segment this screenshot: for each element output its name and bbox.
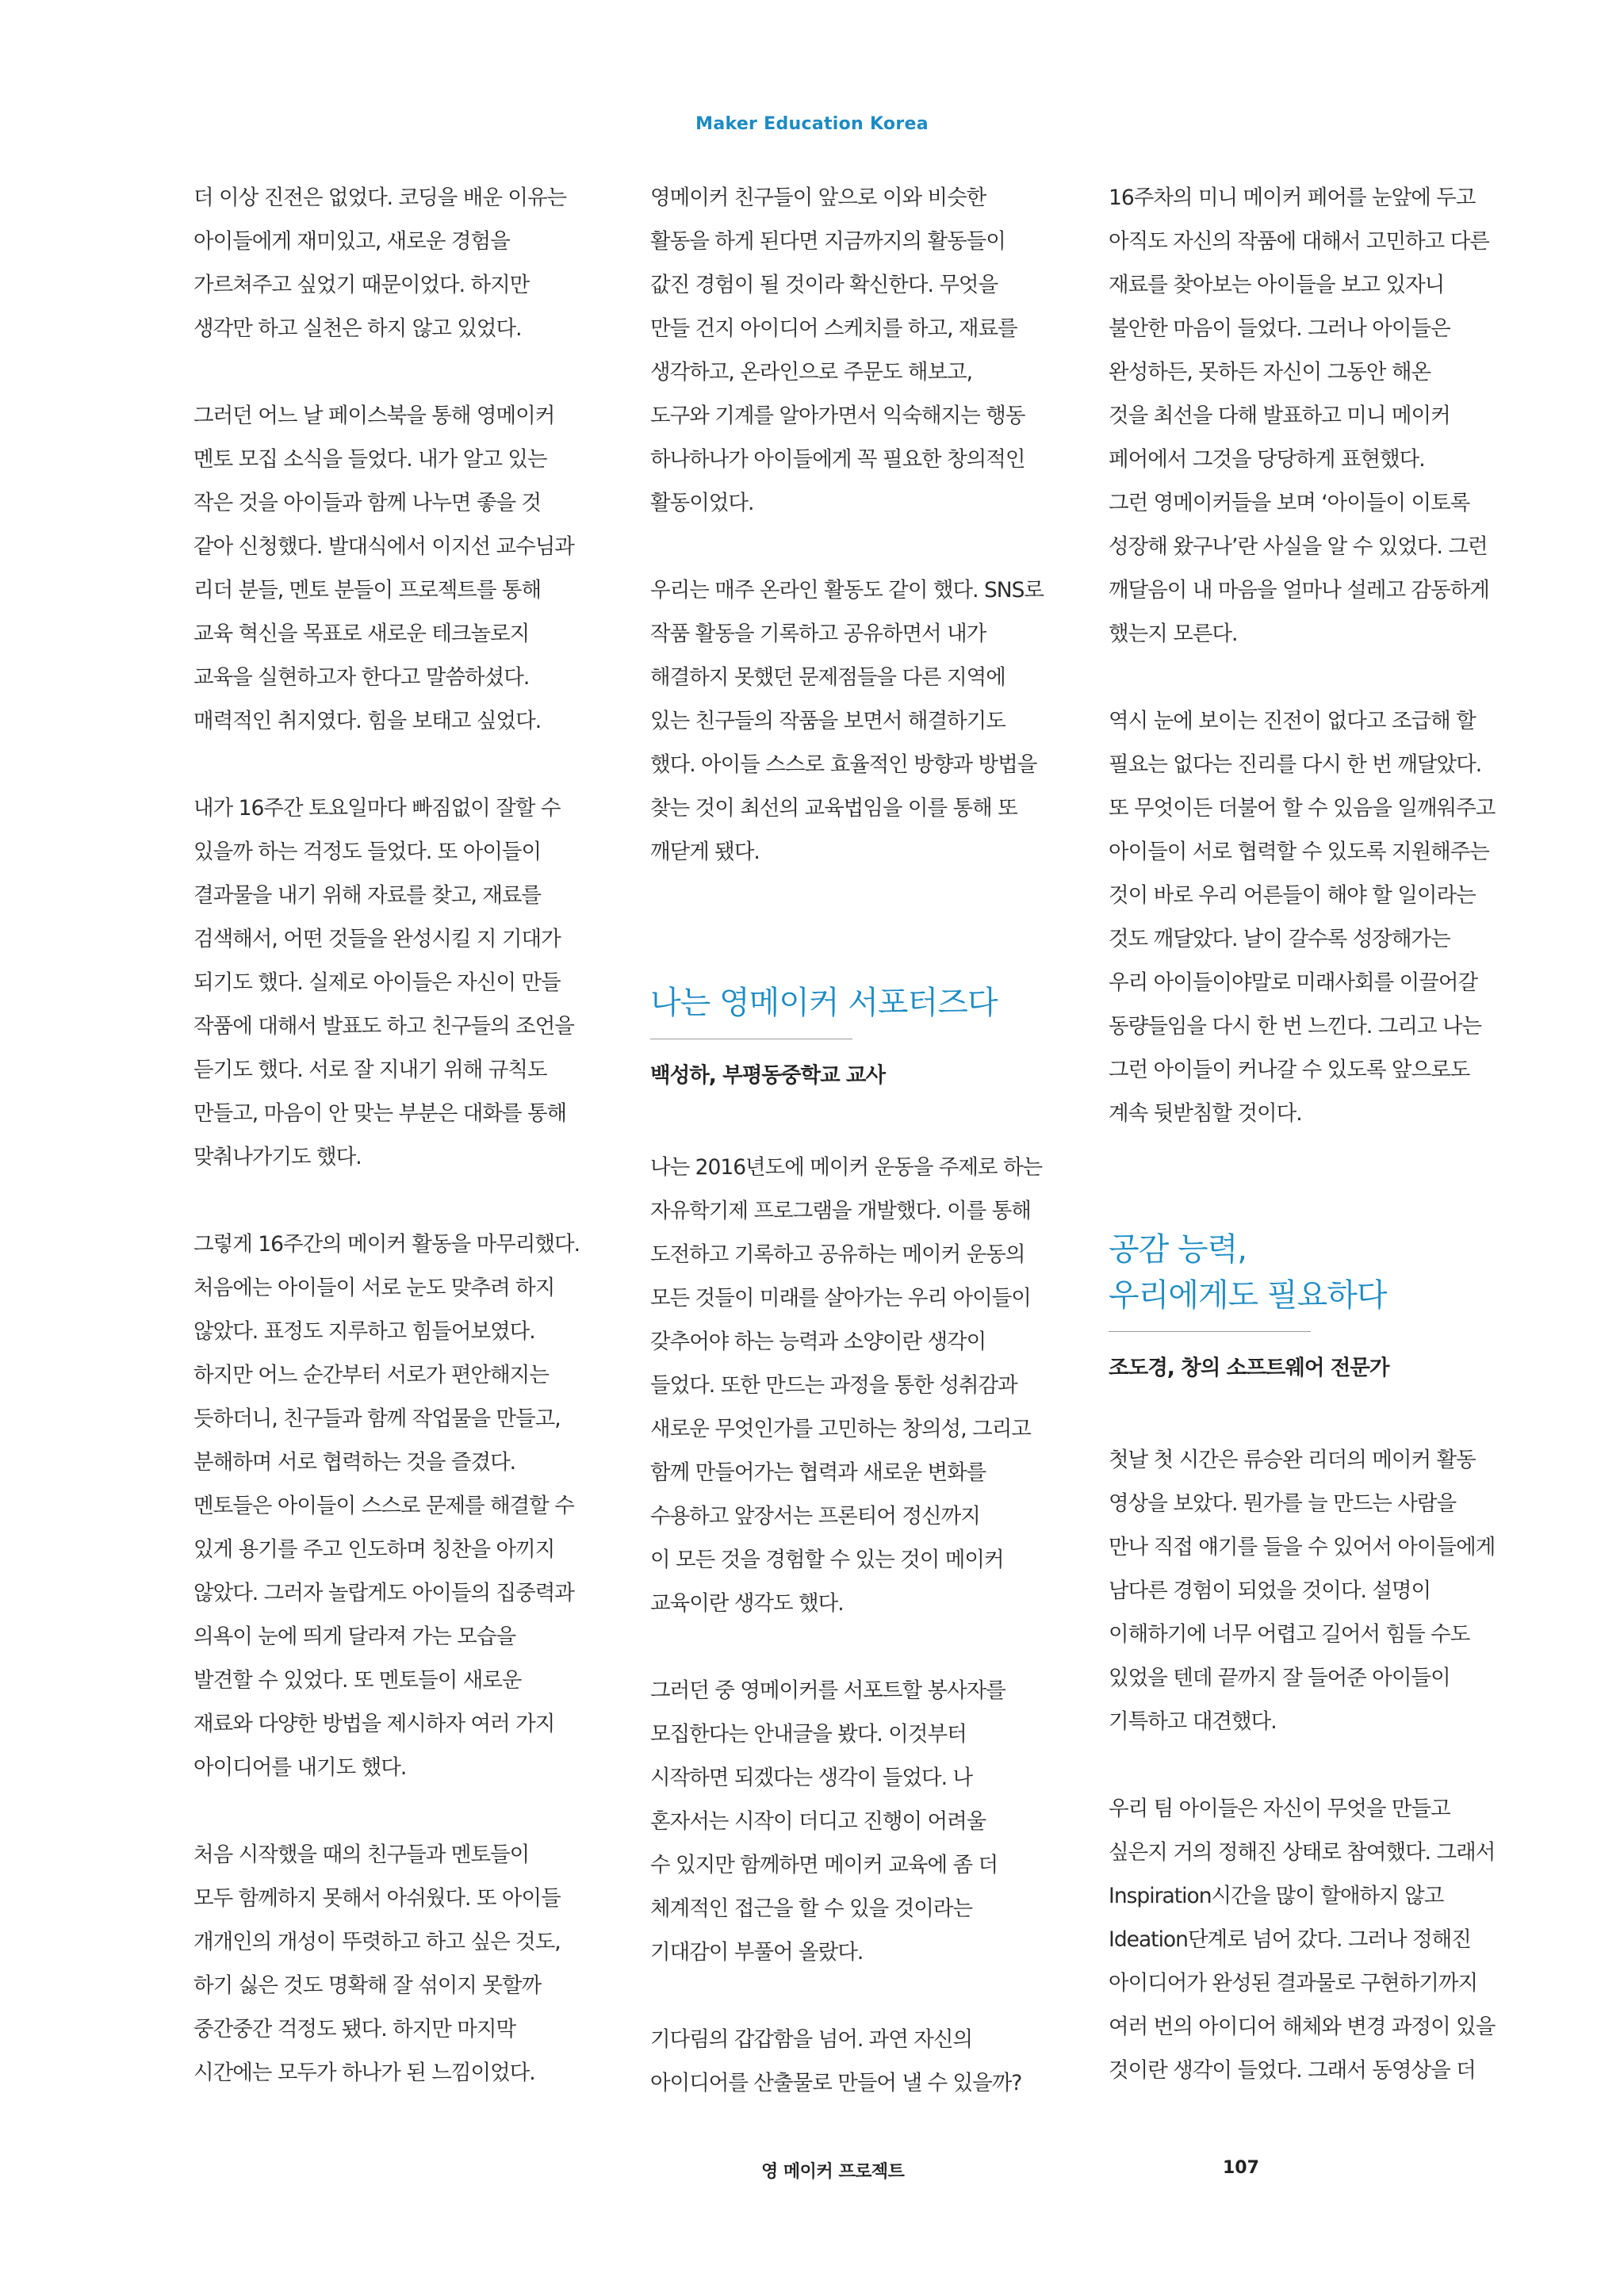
text-line: 깨닫게 됐다. — [650, 840, 760, 864]
paragraph — [193, 1833, 606, 2095]
text-line: 그런 아이들이 커나갈 수 있도록 앞으로도 — [1109, 1058, 1470, 1082]
text-line: 작품 활동을 기록하고 공유하면서 내가 — [650, 622, 986, 646]
text-line: 활동이었다. — [650, 491, 754, 515]
text-line: 시작하면 되겠다는 생각이 들었다. 나 — [650, 1766, 973, 1790]
text-line: 체계적인 접근을 할 수 있을 것이라는 — [650, 1896, 973, 1921]
paragraph — [650, 1669, 1063, 1974]
text-line: 것을 최선을 다해 발표하고 미니 메이커 — [1109, 404, 1450, 428]
spacer — [650, 917, 1063, 980]
paragraph — [193, 786, 606, 1179]
text-line: 영상을 보았다. 뭔가를 늘 만드는 사람을 — [1109, 1491, 1457, 1516]
text-line: 페어에서 그것을 당당하게 표현했다. — [1109, 447, 1425, 472]
text-line: 되기도 했다. 실제로 아이들은 자신이 만들 — [193, 970, 561, 995]
text-line: 것이 바로 우리 어른들이 해야 할 일이라는 — [1109, 883, 1476, 908]
text-line: 불안한 마음이 들었다. 그러나 아이들은 — [1109, 316, 1450, 341]
text-line: 또 무엇이든 더불어 할 수 있음을 일깨워주고 — [1109, 796, 1496, 821]
text-line: 처음에는 아이들이 서로 눈도 맞추려 하지 — [193, 1276, 555, 1300]
text-line: Inspiration시간을 많이 할애하지 않고 — [1109, 1884, 1444, 1908]
text-line: 하기 싫은 것도 명확해 잘 섞이지 못할까 — [193, 1973, 542, 1998]
text-line: 여러 번의 아이디어 해체와 변경 과정이 있을 — [1109, 2015, 1496, 2039]
page-number: 107 — [1223, 2158, 1259, 2178]
text-line: 교육 혁신을 목표로 새로운 테크놀로지 — [193, 622, 530, 646]
text-line: 찾는 것이 최선의 교육법임을 이를 통해 또 — [650, 796, 1017, 821]
text-line: 새로운 무엇인가를 고민하는 창의성, 그리고 — [650, 1417, 1031, 1441]
spacer — [1109, 1384, 1521, 1438]
text-line: 있었을 텐데 끝까지 잘 들어준 아이들이 — [1109, 1666, 1450, 1690]
text-line: 도전하고 기록하고 공유하는 메이커 운동의 — [650, 1242, 1025, 1267]
section-byline: 조도경, 창의 소프트웨어 전문가 — [1109, 1356, 1389, 1380]
paragraph — [193, 1223, 606, 1789]
text-line: 재료를 찾아보는 아이들을 보고 있자니 — [1109, 273, 1445, 297]
text-line: 재료와 다양한 방법을 제시하자 여러 가지 — [193, 1712, 555, 1736]
text-line: 것이란 생각이 들었다. 그래서 동영상을 더 — [1109, 2058, 1476, 2083]
text-line: 했는지 모른다. — [1109, 622, 1238, 646]
text-line: 필요는 없다는 진리를 다시 한 번 깨달았다. — [1109, 752, 1482, 777]
text-line: 모두 함께하지 못해서 아쉬웠다. 또 아이들 — [193, 1886, 561, 1911]
article-column-1 — [193, 176, 606, 2138]
text-line: 생각만 하고 실천은 하지 않고 있었다. — [193, 316, 522, 341]
text-line: 작품에 대해서 발표도 하고 친구들의 조언을 — [193, 1014, 574, 1039]
text-line: 개개인의 개성이 뚜렷하고 하고 싶은 것도, — [193, 1930, 561, 1954]
text-line: 깨달음이 내 마음을 얼마나 설레고 감동하게 — [1109, 578, 1489, 603]
text-line: 듯하더니, 친구들과 함께 작업물을 만들고, — [193, 1406, 561, 1431]
footer-publication-title: 영 메이커 프로젝트 — [761, 2162, 905, 2182]
spacer — [650, 1092, 1063, 1146]
section-title — [1109, 1226, 1521, 1318]
text-line: 아이들에게 재미있고, 새로운 경험을 — [193, 229, 510, 254]
text-line: 아이들이 서로 협력할 수 있도록 지원해주는 — [1109, 840, 1489, 864]
paragraph — [1109, 1787, 1521, 2092]
text-line: 했다. 아이들 스스로 효율적인 방향과 방법을 — [650, 752, 1037, 777]
text-line: 나는 2016년도에 메이커 운동을 주제로 하는 — [650, 1155, 1043, 1180]
text-line: 자유학기제 프로그램을 개발했다. 이를 통해 — [650, 1199, 1031, 1223]
text-line: 싶은지 거의 정해진 상태로 참여했다. 그래서 — [1109, 1840, 1496, 1865]
paragraph — [1109, 176, 1521, 656]
section-title — [650, 980, 1063, 1026]
text-line: 분해하며 서로 협력하는 것을 즐겼다. — [193, 1450, 516, 1475]
text-line: 맞춰나가기도 했다. — [193, 1145, 362, 1169]
text-line: 우리 아이들이야말로 미래사회를 이끌어갈 — [1109, 970, 1478, 995]
text-line: 모집한다는 안내글을 봤다. 이것부터 — [650, 1722, 967, 1747]
text-line: 검색해서, 어떤 것들을 완성시킬 지 기대가 — [193, 927, 561, 951]
text-line: 않았다. 표정도 지루하고 힘들어보였다. — [193, 1319, 535, 1344]
text-line: 혼자서는 시작이 더디고 진행이 어려울 — [650, 1809, 986, 1834]
text-line: 모든 것들이 미래를 살아가는 우리 아이들이 — [650, 1286, 1031, 1311]
text-line: 생각하고, 온라인으로 주문도 해보고, — [650, 360, 973, 385]
text-line: 우리 팀 아이들은 자신이 무엇을 만들고 — [1109, 1797, 1450, 1821]
text-line: 그러던 중 영메이커를 서포트할 봉사자를 — [650, 1678, 1005, 1703]
text-line: 하나하나가 아이들에게 꼭 필요한 창의적인 — [650, 447, 1025, 472]
text-line: 교육이란 생각도 했다. — [650, 1591, 844, 1616]
text-line: 수용하고 앞장서는 프론티어 정신까지 — [650, 1504, 980, 1529]
text-line: 아이디어가 완성된 결과물로 구현하기까지 — [1109, 1971, 1478, 1996]
section-title-line: 공감 능력, — [1109, 1231, 1247, 1268]
text-line: 아직도 자신의 작품에 대해서 고민하고 다른 — [1109, 229, 1489, 254]
paragraph — [650, 568, 1063, 874]
text-line: 내가 16주간 토요일마다 빠짐없이 잘할 수 — [193, 796, 561, 821]
text-line: 남다른 경험이 되었을 것이다. 설명이 — [1109, 1578, 1431, 1603]
text-line: 해결하지 못했던 문제점들을 다른 지역에 — [650, 665, 1005, 690]
text-line: 그런 영메이커들을 보며 ‘아이들이 이토록 — [1109, 491, 1470, 515]
text-line: 리더 분들, 멘토 분들이 프로젝트를 통해 — [193, 578, 542, 603]
text-line: 수 있지만 함께하면 메이커 교육에 좀 더 — [650, 1853, 998, 1877]
text-line: 중간중간 걱정도 됐다. 하지만 마지막 — [193, 2017, 516, 2042]
section-title-line: 우리에게도 필요하다 — [1109, 1277, 1387, 1314]
text-line: 계속 뒷받침할 것이다. — [1109, 1101, 1302, 1126]
section-divider — [1109, 1331, 1311, 1332]
text-line: 멘토 모집 소식을 들었다. 내가 알고 있는 — [193, 447, 547, 472]
text-line: 우리는 매주 온라인 활동도 같이 했다. SNS로 — [650, 578, 1044, 603]
text-line: 활동을 하게 된다면 지금까지의 활동들이 — [650, 229, 1005, 254]
text-line: 값진 경험이 될 것이라 확신한다. 무엇을 — [650, 273, 998, 297]
text-line: 들었다. 또한 만드는 과정을 통한 성취감과 — [650, 1373, 1017, 1398]
text-line: 역시 눈에 보이는 진전이 없다고 조급해 할 — [1109, 709, 1476, 733]
text-line: 이 모든 것을 경험할 수 있는 것이 메이커 — [650, 1548, 1004, 1572]
text-line: 멘토들은 아이들이 스스로 문제를 해결할 수 — [193, 1494, 574, 1518]
text-line: 만들 건지 아이디어 스케치를 하고, 재료를 — [650, 316, 1017, 341]
text-line: 않았다. 그러자 놀랍게도 아이들의 집중력과 — [193, 1581, 574, 1605]
text-line: 갖추어야 하는 능력과 소양이란 생각이 — [650, 1330, 986, 1354]
text-line: 의욕이 눈에 띄게 달라져 가는 모습을 — [193, 1624, 516, 1649]
text-line: 동량들임을 다시 한 번 느낀다. 그리고 나는 — [1109, 1014, 1482, 1039]
text-line: 같아 신청했다. 발대식에서 이지선 교수님과 — [193, 534, 574, 559]
paragraph — [650, 1146, 1063, 1625]
text-line: 만나 직접 얘기를 들을 수 있어서 아이들에게 — [1109, 1535, 1496, 1559]
text-line: Ideation단계로 넘어 갔다. 그러나 정해진 — [1109, 1927, 1471, 1952]
paragraph — [1109, 699, 1521, 1135]
text-line: 교육을 실현하고자 한다고 말씀하셨다. — [193, 665, 530, 690]
text-line: 처음 시작했을 때의 친구들과 멘토들이 — [193, 1843, 530, 1867]
article-column-2 — [650, 176, 1063, 2149]
text-line: 하지만 어느 순간부터 서로가 편안해지는 — [193, 1363, 549, 1387]
text-line: 아이디어를 산출물로 만들어 낼 수 있을까? — [650, 2071, 1022, 2095]
text-line: 있을까 하는 걱정도 들었다. 또 아이들이 — [193, 840, 542, 864]
paragraph — [193, 394, 606, 743]
text-line: 기특하고 대견했다. — [1109, 1709, 1277, 1734]
text-line: 완성하든, 못하든 자신이 그동안 해온 — [1109, 360, 1431, 385]
spacer — [1109, 1179, 1521, 1226]
text-line: 함께 만들어가는 협력과 새로운 변화를 — [650, 1460, 986, 1485]
text-line: 기대감이 부풀어 올랐다. — [650, 1940, 864, 1965]
text-line: 첫날 첫 시간은 류승완 리더의 메이커 활동 — [1109, 1448, 1476, 1472]
text-line: 도구와 기계를 알아가면서 익숙해지는 행동 — [650, 404, 1025, 428]
text-line: 그렇게 16주간의 메이커 활동을 마무리했다. — [193, 1232, 580, 1257]
text-line: 결과물을 내기 위해 자료를 찾고, 재료를 — [193, 883, 542, 908]
section-title-line: 나는 영메이커 서포터즈다 — [650, 985, 998, 1021]
text-line: 그러던 어느 날 페이스북을 통해 영메이커 — [193, 404, 555, 428]
paragraph — [650, 2018, 1063, 2105]
text-line: 성장해 왔구나’란 사실을 알 수 있었다. 그런 — [1109, 534, 1488, 559]
text-line: 것도 깨달았다. 날이 갈수록 성장해가는 — [1109, 927, 1450, 951]
text-line: 영메이커 친구들이 앞으로 이와 비슷한 — [650, 186, 986, 210]
paragraph — [193, 176, 606, 350]
running-header: Maker Education Korea — [695, 114, 929, 134]
article-column-3 — [1109, 176, 1521, 2136]
text-line: 만들고, 마음이 안 맞는 부분은 대화를 통해 — [193, 1101, 567, 1126]
text-line: 아이디어를 내기도 했다. — [193, 1755, 407, 1780]
text-line: 작은 것을 아이들과 함께 나누면 좋을 것 — [193, 491, 542, 515]
text-line: 있는 친구들의 작품을 보면서 해결하기도 — [650, 709, 1005, 733]
paragraph — [650, 176, 1063, 525]
text-line: 매력적인 취지였다. 힘을 보태고 싶었다. — [193, 709, 542, 733]
text-line: 이해하기에 너무 어렵고 길어서 힘들 수도 — [1109, 1622, 1470, 1647]
text-line: 있게 용기를 주고 인도하며 칭찬을 아끼지 — [193, 1537, 555, 1562]
section-byline: 백성하, 부평동중학교 교사 — [650, 1063, 886, 1088]
text-line: 16주차의 미니 메이커 페어를 눈앞에 두고 — [1109, 186, 1476, 210]
text-line: 듣기도 했다. 서로 잘 지내기 위해 규칙도 — [193, 1058, 547, 1082]
text-line: 가르쳐주고 싶었기 때문이었다. 하지만 — [193, 273, 530, 297]
text-line: 기다림의 갑갑함을 넘어. 과연 자신의 — [650, 2027, 973, 2052]
text-line: 더 이상 진전은 없었다. 코딩을 배운 이유는 — [193, 186, 567, 210]
text-line: 발견할 수 있었다. 또 멘토들이 새로운 — [193, 1668, 522, 1693]
text-line: 시간에는 모두가 하나가 된 느낌이었다. — [193, 2061, 535, 2085]
paragraph — [1109, 1438, 1521, 1743]
